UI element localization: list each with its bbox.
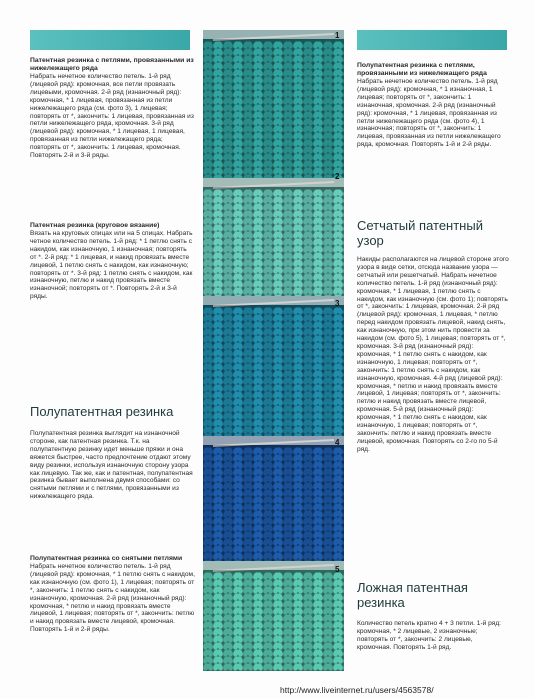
knit-photo-4 — [203, 436, 344, 561]
knit-photo-5-image — [203, 561, 344, 671]
section-body: Количество петель кратно 4 + 3 петли. 1-й ряд: кромочная, * 2 лицевые, 2 изнаночные; повторять от *, закончить: 2 лицевые, кромочная. Повторять 1-й ряд. — [357, 620, 501, 651]
section-title: Полупатентная резинка с петлями, провязанными из нижележащего ряда — [357, 62, 487, 77]
left-section-1 — [30, 57, 195, 160]
left-section-4 — [30, 555, 195, 634]
heading-half-patent: Полупатентная резинка — [30, 404, 174, 419]
header-bar-left — [30, 30, 190, 50]
photo-number-5: 5 — [335, 565, 340, 574]
left-section-3 — [30, 430, 195, 501]
header-bar-right — [357, 30, 507, 50]
section-body: Накиды располагаются на лицевой стороне этого узора в виде сетки, отсюда название узора — сетчатый или решетчатый. Набрать нечетное количество петель. 1-й ряд (изнаночный ряд): кромочная, * 1 лицевая, 1 петлю снять с накидом, как изнаночную (см. фото 1); повторять от *, закончить: 1 лицевая, кромочная. 2-й ряд (лицевой ряд): кромочная, 1 лицевая, * петлю перед накидом провязать лицевой, накид снять, как изнаночную, при этом нить провести за накидом (см. фото 5), 1 лицевая; повторять от *, кромочная. 3-й ряд (изнаночный ряд): кромочная, * 1 петлю снять с накидом, как изнаночную, 1 лицевая; повторять от *, закончить: 1 петлю снять с накидом, как изнаночную, кромочная. 4-й ряд (лицевой ряд): кромочная, * петлю и накид провязать вместе лицевой, 1 лицевая; повторять от *, закончить: петлю и накид провязать вместе лицевой, кромочная. 5-й ряд (изнаночный ряд): кромочная, * 1 петлю снять с накидом, как изнаночную, 1 лицевая; повторять от *, закончить: петлю и накид провязать вместе лицевой, кромочная. Повторять со 2-го по 5-й ряд. — [357, 256, 509, 453]
section-body: Набрать нечетное количество петель. 1-й ряд (лицевой ряд): кромочная, все петли провязать лицевыми, кромочная. 2-й ряд (изнаночный ряд): кромочная, * 1 лицевая, провязанная из петли нижележащего ряда (см. фото 3), 1 лицевая; повторять от *, закончить: 1 лицевая, провязанная из петли нижележащего ряда, кромочная. 3-й ряд (лицевой ряд): кромочная, * 1 лицевая, 1 лицевая, провязанная из петли нижележащего ряда; повторять от *, закончить: 1 лицевая, кромочная. Повторять 2-й и 3-й ряды. — [30, 73, 194, 160]
heading-mesh-patent: Сетчатый патентный узор — [357, 218, 483, 248]
section-title: Патентная резинка с петлями, провязанными из нижележащего ряда — [30, 57, 194, 72]
knit-photo-3 — [203, 296, 344, 436]
right-section-1 — [357, 62, 507, 149]
knit-photo-3-image — [203, 296, 344, 436]
knit-photo-2 — [203, 178, 344, 296]
knit-photo-4-image — [203, 436, 344, 561]
photo-number-2: 2 — [335, 172, 340, 181]
knit-photo-5 — [203, 561, 344, 671]
source-url: http://www.liveinternet.ru/users/4563578/ — [280, 685, 434, 695]
right-section-2 — [357, 256, 509, 454]
left-section-2 — [30, 222, 195, 301]
knit-photo-1 — [203, 30, 344, 178]
section-body: Полупатентная резинка выглядит на изнаночной стороне, как патентная резинка. Т.к. на полупатентную резинку идет меньше пряжи и она вяжется быстрее, часто предпочтение отдают этому виду резинки, используя изнаночную сторону узора как лицевую. Так же, как и патентная, полупатентная резинка бывает выполнена двумя способами: со снятыми петлями и с петлями, провязанными из нижележащего ряда. — [30, 430, 193, 501]
section-body: Набрать нечетное количество петель. 1-й ряд (лицевой ряд): кромочная, * 1 изнаночная, 1 лицевая; повторять от *, закончить: 1 изнаночная, кромочная. 2-й ряд (изнаночный ряд): кромочная, * 1 лицевая, провязанная из петли нижележащего ряда (см. фото 4), 1 изнаночная; повторять от *, закончить: 1 лицевая, провязанная из петли нижележащего ряда, кромочная. Повторять 1-й и 2-й ряды. — [357, 78, 501, 149]
section-body: Набрать нечетное количество петель. 1-й ряд (лицевой ряд): кромочная, * 1 петлю снять с накидом, как изнаночную (см. фото 1), 1 лицевая; повторять от *, закончить: 1 петлю снять с накидом, как изнаночную, кромочная. 2-й ряд (изнаночный ряд): кромочная, * петлю и накид провязать вместе лицевой, 1 лицевая; повторять от *, закончить: петлю и накид провязать вместе лицевой, кромочная. Повторять 1-й и 2-й ряды. — [30, 563, 195, 634]
knit-photo-1-image — [203, 30, 344, 178]
photo-number-4: 4 — [335, 438, 340, 447]
photo-number-3: 3 — [335, 299, 340, 308]
section-body: Вязать на круговых спицах или на 5 спицах. Набрать четное количество петель. 1-й ряд: * 1 петлю снять с накидом, как изнаночную, 1 изнаночная; повторять от *. 2-й ряд: * 1 лицевая, и накид провязать вместе лицевой, 1 петлю снять с накидом, как изнаночную; повторять от *. 3-й ряд: 1 петлю снять с накидом, как изнаночную, петлю и накид провязать вместе изнаночной; повторять от *. Повторять 2-й и 3-й ряды. — [30, 230, 193, 301]
right-section-3 — [357, 620, 507, 652]
section-title: Полупатентная резинка со снятыми петлями — [30, 555, 183, 562]
heading-false-patent: Ложная патентная резинка — [357, 580, 468, 610]
knit-photo-2-image — [203, 178, 344, 296]
photo-number-1: 1 — [335, 31, 340, 40]
section-title: Патентная резинка (круговое вязание) — [30, 222, 160, 229]
